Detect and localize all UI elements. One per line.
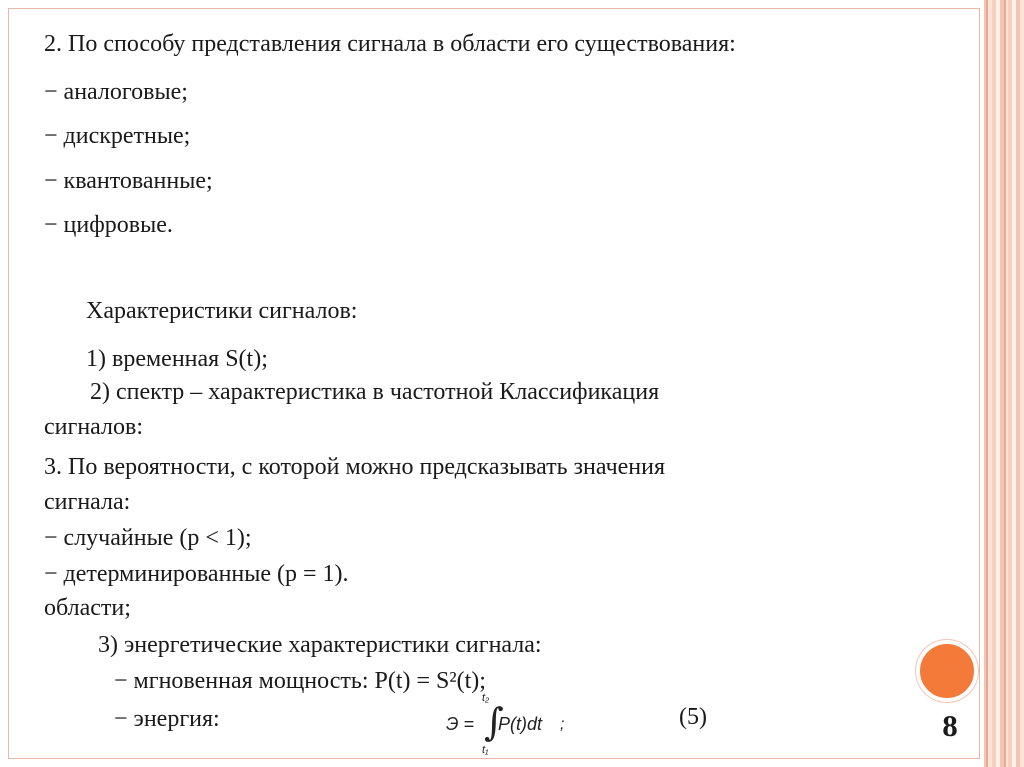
energy-formula [442,692,582,762]
page-number: 8 [942,708,958,743]
line-deterministic: − детерминированные (p = 1). [44,561,349,587]
line-random: − случайные (p < 1); [44,525,252,551]
decorative-stripes [984,0,1024,767]
line-time-characteristic: 1) временная S(t); [86,346,268,372]
line-probability-heading: 3. По вероятности, с которой можно предсказывать значения [44,454,666,480]
formula-upper-limit: t₂ [482,692,490,704]
line-signal: сигнала: [44,489,131,515]
line-digital: − цифровые. [44,212,173,238]
line-representation-heading: 2. По способу представления сигнала в области его существования: [44,31,736,57]
line-analog: − аналоговые; [44,79,188,105]
formula-integrand: P(t)dt [498,714,543,734]
formula-lhs: Э = [446,714,475,734]
stripe-line [986,0,988,767]
formula-lower-limit: t₁ [482,744,489,756]
line-spectrum: 2) спектр – характеристика в частотной Классификация [90,379,660,405]
line-signals: сигналов: [44,414,144,440]
equation-number: (5) [679,704,707,730]
line-quantized: − квантованные; [44,168,213,194]
formula-semicolon: ; [560,716,565,733]
line-instant-power: − мгновенная мощность: P(t) = S²(t); [114,668,486,694]
integral-icon: ∫ [484,700,504,744]
stripe-line [1004,0,1006,767]
line-domain: области; [44,595,131,621]
line-discrete: − дискретные; [44,123,191,149]
line-characteristics-heading: Характеристики сигналов: [86,298,358,324]
line-energy-heading: 3) энергетические характеристики сигнала: [98,632,542,658]
line-energy: − энергия: [114,706,220,732]
orange-circle-decoration [916,640,978,702]
